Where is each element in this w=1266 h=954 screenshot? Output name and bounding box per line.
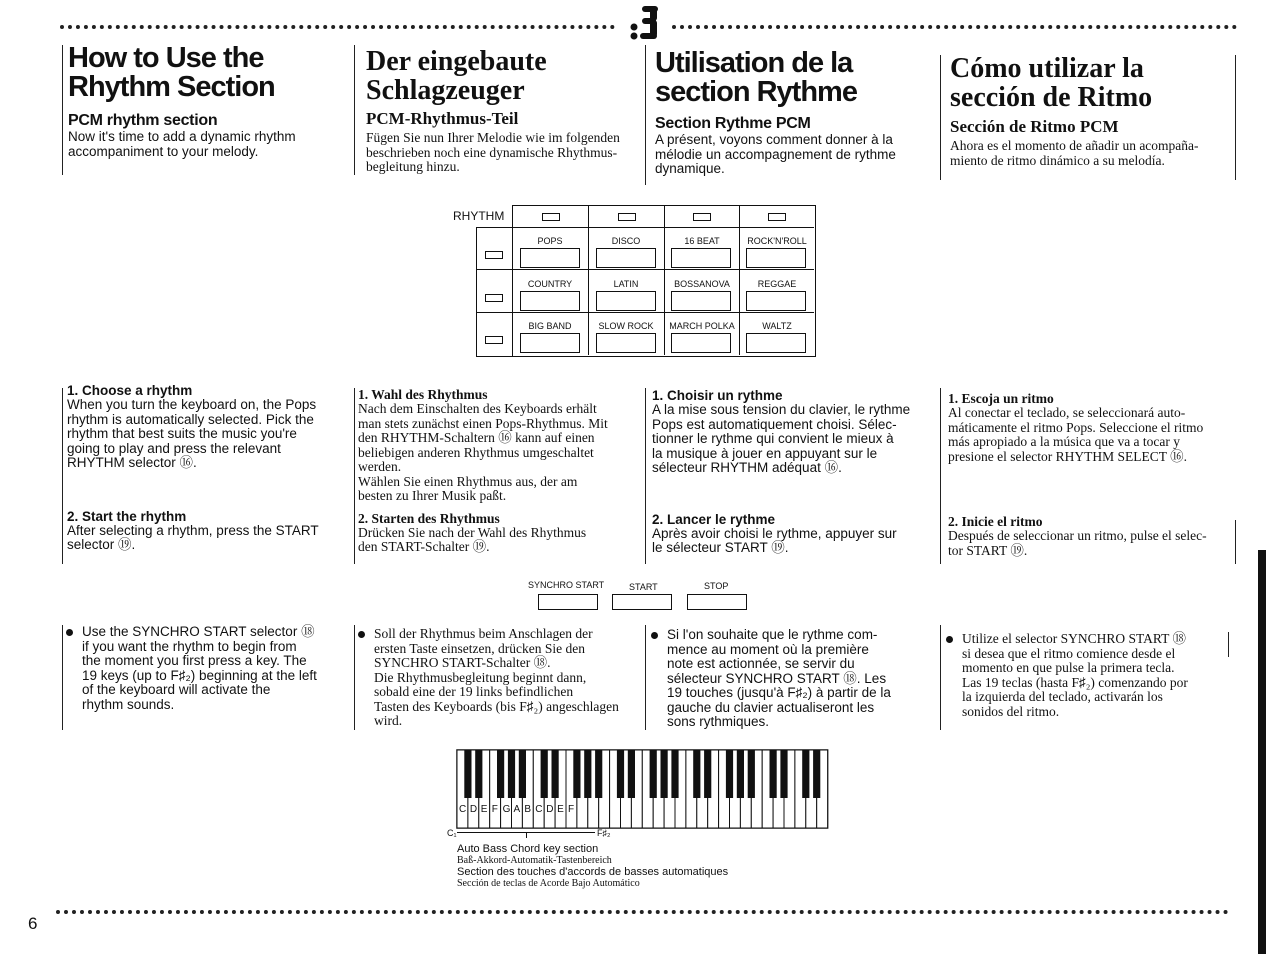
bullet-note: Utilize el selector SYNCHRO START ⑱ si desea que el ritmo comience desde el momento en que pulse la primera tecla. Las 19 teclas (hasta F♯₂) comenzando por la izquierda del teclado, activarán los sonidos del ritmo. <box>946 632 1231 719</box>
column-spanish-steps <box>948 391 1233 558</box>
black-key[interactable] <box>671 750 678 798</box>
rhythm-label: MARCH POLKA <box>669 321 735 331</box>
keyboard-captions <box>457 843 817 889</box>
column-french-steps <box>652 388 937 556</box>
caption-spanish: Sección de teclas de Acorde Bajo Automático <box>457 878 640 889</box>
rhythm-button-latin[interactable] <box>596 291 656 311</box>
key-letter: A <box>513 804 521 815</box>
key-letter: F <box>491 804 498 815</box>
black-key[interactable] <box>661 750 668 798</box>
row-select-button[interactable] <box>485 294 503 302</box>
page-edge-shadow <box>1258 550 1266 954</box>
black-key[interactable] <box>541 750 548 798</box>
section-subtitle: PCM-Rhythmus-Teil <box>366 109 519 128</box>
rhythm-button-pops[interactable] <box>520 248 580 268</box>
column-select-button[interactable] <box>542 213 560 221</box>
caption-german: Baß-Akkord-Automatik-Tastenbereich <box>457 855 612 866</box>
step1-text: A la mise sous tension du clavier, le rythme Pops est automatiquement choisi. Sélec- tionner le rythme qui convient le mieux à la musique à jouer en appuyant sur le sélecteur RHYTHM adéquat ⑯. <box>652 402 911 475</box>
intro-text: A présent, voyons comment donner à la mélodie un accompagnement de rythme dynamique. <box>655 132 896 176</box>
section-title: Der eingebaute Schlagzeuger <box>366 46 547 106</box>
start-button[interactable] <box>612 594 672 610</box>
separator <box>645 625 646 730</box>
bullet-note: Use the SYNCHRO START selector ⑱ if you want the rhythm to begin from the moment you first press a key. The 19 keys (up to F♯₂) beginning at the left of the keyboard will activate the rhythm sounds. <box>66 625 351 712</box>
black-key[interactable] <box>628 750 635 798</box>
rhythm-button-reggae[interactable] <box>746 291 806 311</box>
step2-text: Après avoir choisi le rythme, appuyer sur le sélecteur START ⑲. <box>652 525 897 555</box>
column-select-button[interactable] <box>618 213 636 221</box>
key-letter: G <box>502 804 511 815</box>
rhythm-label: BIG BAND <box>528 321 572 331</box>
rhythm-button-16beat[interactable] <box>671 248 731 268</box>
step1-title: 1. Choisir un rythme <box>652 388 783 403</box>
keyboard-start-label: C₁ <box>447 828 457 838</box>
black-key[interactable] <box>475 750 482 798</box>
panel-left-divider <box>476 312 512 313</box>
section-title: Utilisation de la section Rythme <box>655 47 857 108</box>
rhythm-label: WALTZ <box>762 321 792 331</box>
separator <box>354 45 355 175</box>
column-german-header <box>366 47 646 175</box>
black-key[interactable] <box>650 750 657 798</box>
rhythm-label: LATIN <box>613 279 639 289</box>
top-dotted-rule-left <box>60 25 615 29</box>
key-letter: D <box>469 804 478 815</box>
intro-text: Now it's time to add a dynamic rhythm accompaniment to your melody. <box>68 129 296 159</box>
step1-title: 1. Choose a rhythm <box>67 383 193 398</box>
panel-top-divider <box>512 227 814 228</box>
rhythm-button-disco[interactable] <box>596 248 656 268</box>
rhythm-label: 16 BEAT <box>684 236 720 246</box>
keyboard-diagram <box>444 745 844 845</box>
synchro-start-button[interactable] <box>538 594 598 610</box>
rhythm-label: BOSSANOVA <box>674 279 730 289</box>
black-key[interactable] <box>780 750 787 798</box>
panel-left-divider <box>476 269 512 270</box>
key-letter: F <box>568 804 575 815</box>
step2-text: Después de seleccionar un ritmo, pulse el selec- tor START ⑲. <box>948 528 1207 558</box>
black-key[interactable] <box>508 750 515 798</box>
column-english-bullet <box>66 625 351 712</box>
key-letter: B <box>524 804 532 815</box>
step1-text: When you turn the keyboard on, the Pops rhythm is automatically selected. Pick the rhythm that best suits the music you're going to play and press the relevant RHYTHM selector ⑯. <box>67 397 317 470</box>
column-spanish-bullet <box>946 632 1231 719</box>
black-key[interactable] <box>770 750 777 798</box>
rhythm-label: DISCO <box>611 236 641 246</box>
keyboard-end-label: F♯₂ <box>597 828 611 838</box>
row-select-button[interactable] <box>485 336 503 344</box>
black-key[interactable] <box>595 750 602 798</box>
step2-title: 2. Inicie el ritmo <box>948 514 1043 529</box>
black-key[interactable] <box>726 750 733 798</box>
rhythm-panel <box>452 204 816 360</box>
separator <box>62 388 63 564</box>
separator <box>1235 55 1236 180</box>
section-title: How to Use the Rhythm Section <box>68 42 275 103</box>
panel-row-divider <box>512 312 814 313</box>
abc-range-tick <box>526 832 527 838</box>
separator <box>1235 520 1236 564</box>
step1-text: Nach dem Einschalten des Keyboards erhält man stets zunächst einen Pops-Rhythmus. Mit den RHYTHM-Schaltern ⑯ kann auf einen beliebigen anderen Rhythmus umgeschaltet werden. Wählen Sie einen Rhythmus aus, der am besten zu Ihrer Musik paßt. <box>358 401 608 503</box>
column-select-button[interactable] <box>693 213 711 221</box>
intro-text: Ahora es el momento de añadir un acompaña- miento de ritmo dinámico a su melodía. <box>950 138 1199 168</box>
step2-title: 2. Lancer le rythme <box>652 511 776 527</box>
key-letter: E <box>480 804 488 815</box>
black-key[interactable] <box>464 750 471 798</box>
separator <box>354 388 355 564</box>
rhythm-label: ROCK'N'ROLL <box>747 236 807 246</box>
black-key[interactable] <box>497 750 504 798</box>
rhythm-button-waltz[interactable] <box>746 333 806 353</box>
key-letter: D <box>546 804 554 815</box>
rhythm-label: REGGAE <box>757 279 797 289</box>
row-select-button[interactable] <box>485 251 503 259</box>
panel-row-divider <box>512 269 814 270</box>
column-german-steps <box>358 387 643 555</box>
caption-english: Auto Bass Chord key section <box>457 843 599 855</box>
step2-title: 2. Start the rhythm <box>67 508 187 524</box>
start-label: START <box>629 582 658 592</box>
rhythm-label: POPS <box>537 236 563 246</box>
column-french-header <box>655 49 940 177</box>
separator <box>645 388 646 564</box>
column-spanish-header <box>950 54 1235 168</box>
rhythm-button-bossanova[interactable] <box>671 291 731 311</box>
column-select-button[interactable] <box>768 213 786 221</box>
black-key[interactable] <box>802 750 809 798</box>
separator <box>940 625 941 730</box>
step2-text: Drücken Sie nach der Wahl des Rhythmus den START-Schalter ⑲. <box>358 524 587 554</box>
step1-title: 1. Wahl des Rhythmus <box>358 387 488 402</box>
black-key[interactable] <box>617 750 624 798</box>
step1-text: Al conectar el teclado, se seleccionará auto- máticamente el ritmo Pops. Seleccione el ritmo más apropiado a la música que va a tocar y presione el selector RHYTHM SELECT ⑯. <box>948 405 1204 464</box>
step2-text: After selecting a rhythm, press the START selector ⑲. <box>67 522 319 552</box>
section-subtitle: Sección de Ritmo PCM <box>950 117 1119 136</box>
caption-french: Section des touches d'accords de basses automatiques <box>457 866 729 878</box>
black-key[interactable] <box>748 750 755 798</box>
rhythm-button-country[interactable] <box>520 291 580 311</box>
bottom-dotted-rule <box>56 910 1229 914</box>
rhythm-button-marchpolka[interactable] <box>671 333 731 353</box>
black-key[interactable] <box>584 750 591 798</box>
separator <box>940 388 941 564</box>
rhythm-label: SLOW ROCK <box>598 321 654 331</box>
key-letter: E <box>557 804 564 815</box>
stop-button[interactable] <box>687 594 747 610</box>
section-marker-icon <box>620 0 670 44</box>
black-key[interactable] <box>693 750 700 798</box>
bullet-note: Si l'on souhaite que le rythme com- mence au moment où la première note est actionnée, se servir du sélecteur SYNCHRO START ⑱. Les 19 touches (jusqu'à F♯₂) à partir de la gauche du clavier actualiseront les sons rythmiques. <box>651 628 936 730</box>
rhythm-panel-label: RHYTHM <box>453 209 505 223</box>
section-subtitle: PCM rhythm section <box>68 112 218 129</box>
column-english-steps <box>67 383 347 553</box>
rhythm-button-rocknroll[interactable] <box>746 248 806 268</box>
rhythm-button-bigband[interactable] <box>520 333 580 353</box>
step1-title: 1. Escoja un ritmo <box>948 391 1054 406</box>
section-title: Cómo utilizar la sección de Ritmo <box>950 53 1153 113</box>
bullet-note: Soll der Rhythmus beim Anschlagen der ersten Taste einsetzen, drücken Sie den SYNCHRO START-Schalter ⑱. Die Rhythmusbegleitung beginnt dann, sobald eine der 19 links befindlichen Tasten des Keyboards (bis F♯₂) angeschlagen wird. <box>358 627 643 729</box>
separator <box>62 625 63 730</box>
black-key[interactable] <box>704 750 711 798</box>
black-key[interactable] <box>519 750 526 798</box>
black-key[interactable] <box>552 750 559 798</box>
step2-title: 2. Starten des Rhythmus <box>358 510 500 526</box>
black-key[interactable] <box>573 750 580 798</box>
key-letter: C <box>535 804 543 815</box>
stop-label: STOP <box>704 581 729 591</box>
top-dotted-rule-right <box>672 25 1237 29</box>
control-buttons <box>520 578 760 618</box>
synchro-start-label: SYNCHRO START <box>528 580 605 590</box>
page-number: 6 <box>28 914 38 933</box>
rhythm-button-slowrock[interactable] <box>596 333 656 353</box>
rhythm-label: COUNTRY <box>527 279 573 289</box>
column-english-header <box>68 44 348 159</box>
separator <box>62 45 63 175</box>
black-key[interactable] <box>737 750 744 798</box>
key-letter: C <box>459 804 467 815</box>
separator <box>354 625 355 730</box>
intro-text: Fügen Sie nun Ihrer Melodie wie im folgenden beschrieben noch eine dynamische Rhythmus- begleitung hinzu. <box>366 130 620 174</box>
column-french-bullet <box>651 628 936 730</box>
column-german-bullet <box>358 627 643 729</box>
section-subtitle: Section Rythme PCM <box>655 115 811 132</box>
separator <box>940 55 941 180</box>
black-key[interactable] <box>813 750 820 798</box>
